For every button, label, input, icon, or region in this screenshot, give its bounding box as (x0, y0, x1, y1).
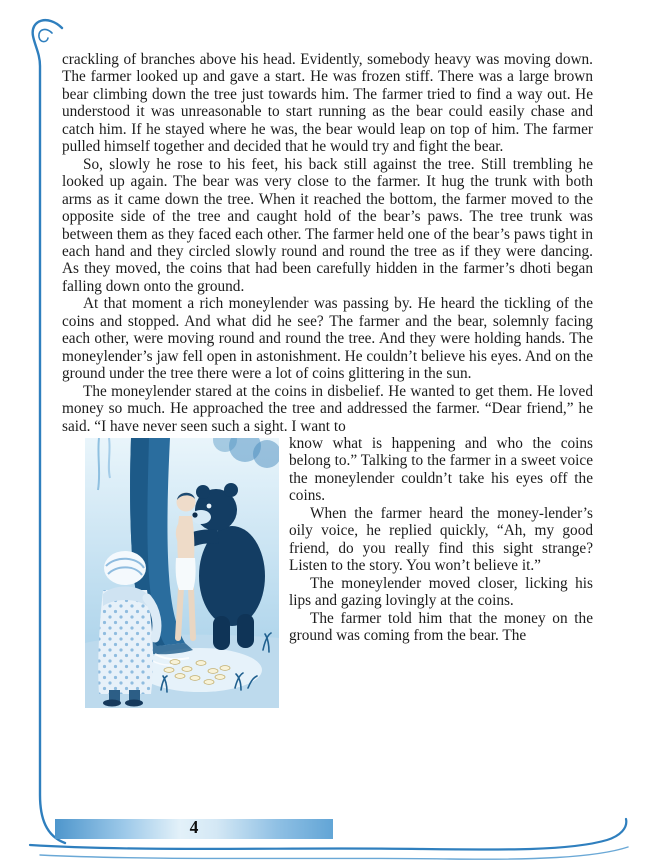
story-paragraph-3: At that moment a rich moneylender was passing by. He heard the tickling of the coins and stopped. And what did he see? The farmer and the bear, solemnly facing each other, were moving round and round the tree. And they were holding hands. The moneylender’s jaw fell open in astonishment. He couldn’t believe his eyes. And on the ground under the tree there were a lot of coins glittering in the sun. (62, 295, 593, 383)
story-paragraph-5: When the farmer heard the money-lender’s oily voice, he replied quickly, “Ah, my good friend, do you really find this sight strange? Listen to the story. You won’t believe it.” (289, 504, 593, 575)
illustration-art (85, 438, 279, 708)
story-illustration (85, 438, 279, 708)
story-paragraph-1: crackling of branches above his head. Evidently, somebody heavy was moving down. The farmer looked up and gave a start. He was frozen stiff. There was a large brown bear climbing down the tree just towards him. The farmer tried to find a way out. He understood it was unreasonable to start running as the bear could easily chase and catch him. If he stayed where he was, the bear would leap on top of him. The farmer pulled himself together and decided that he would try and fight the bear. (62, 51, 593, 156)
story-paragraph-4-lead: The moneylender stared at the coins in disbelief. He wanted to get them. He loved money so much. He approached the tree and addressed the farmer. “Dear friend,” he said. “I have never seen such a sight. I want to (62, 382, 593, 435)
story-paragraph-2: So, slowly he rose to his feet, his back still against the tree. Still trembling he looked up again. The bear was very close to the farmer. It hug the trunk with both arms as it came down the tree. When it reached the bottom, the farmer moved to the opposite side of the tree and caught hold of the bear’s paws. The tree trunk was between them as they faced each other. The farmer held one of the bear’s paws tight in each hand and they circled slowly round and round the tree as if they were dancing. As they moved, the coins that had been carefully hidden in the farmer’s dhoti began falling down onto the ground. (62, 155, 593, 295)
story-paragraph-6: The moneylender moved closer, licking his lips and gazing lovingly at the coins. (289, 574, 593, 610)
story-text-area (62, 51, 593, 708)
story-paragraph-4-continued: know what is happening and who the coins belong to.” Talking to the farmer in a sweet voice the moneylender couldn’t take his eyes off the coins. (289, 434, 593, 505)
story-paragraph-7: The farmer told him that the money on the ground was coming from the bear. The (289, 609, 593, 644)
page-number: 4 (189, 817, 199, 837)
